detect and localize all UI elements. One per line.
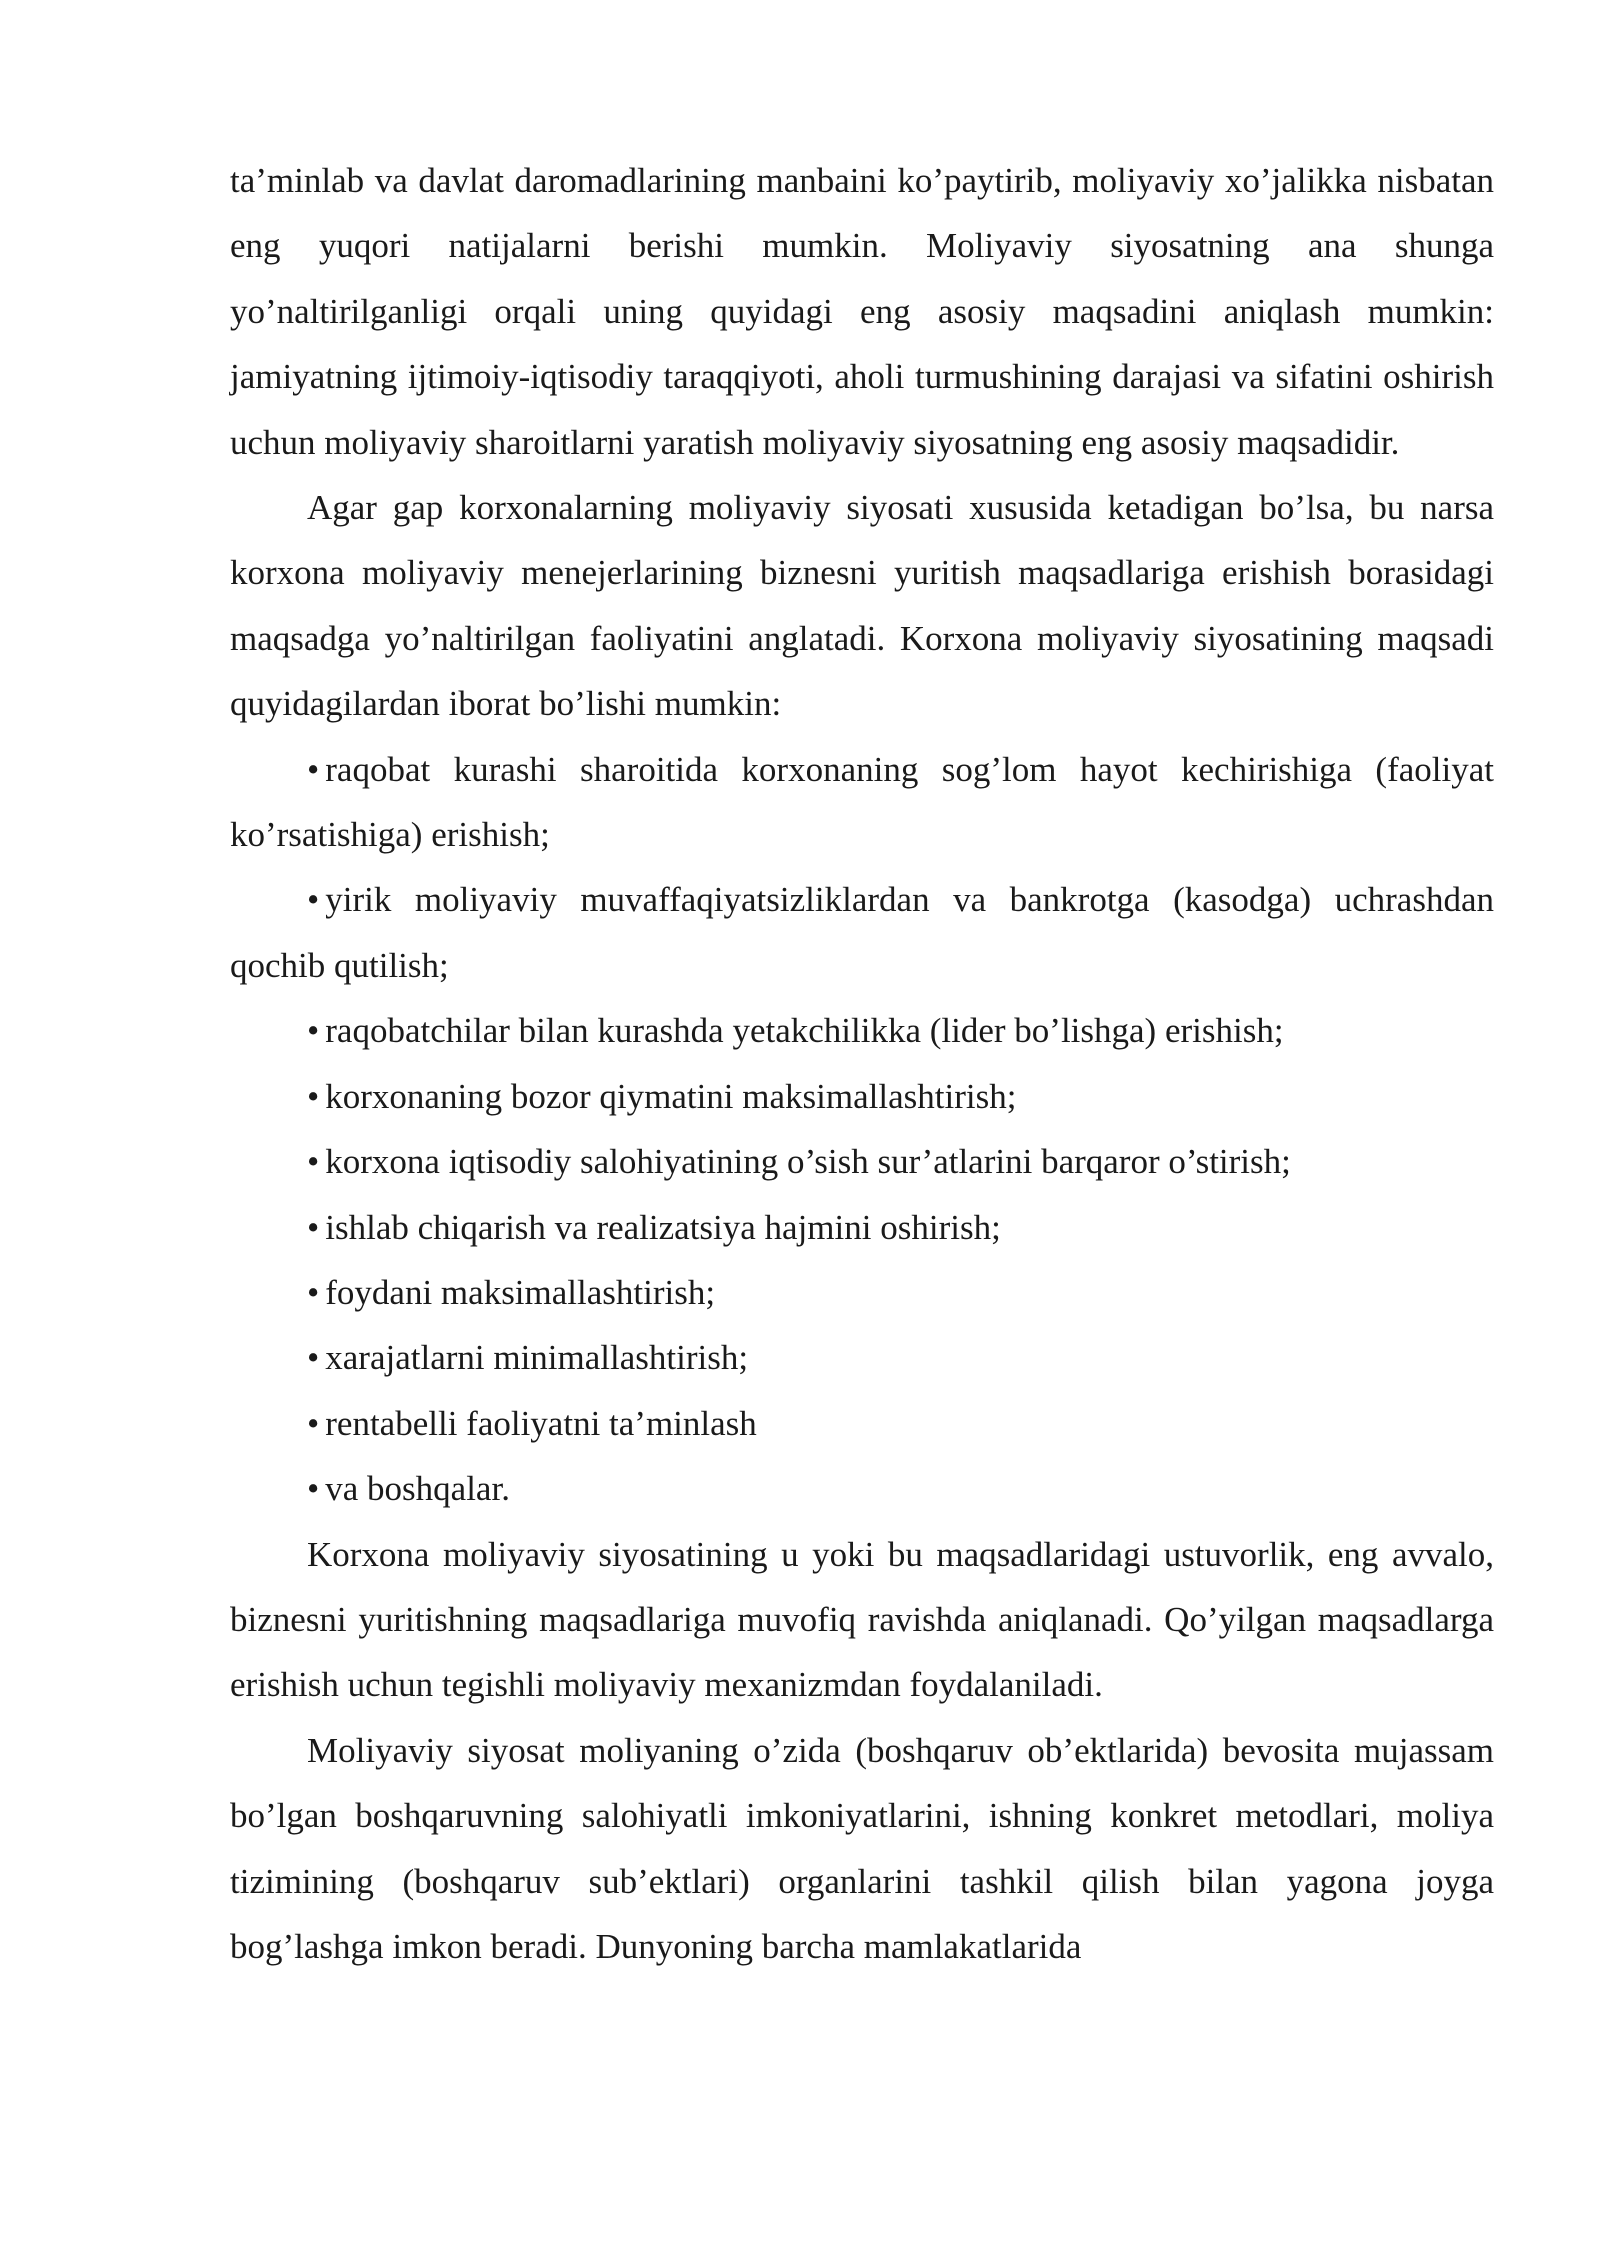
paragraph-1: ta’minlab va davlat daromadlarining manbaini ko’paytirib, moliyaviy xo’jalikka nisbatan eng yuqori natijalarni berishi mumkin. Moliyaviy siyosatning ana shunga yo’naltirilganligi orqali uning quyidagi eng asosiy maqsadini aniqlash mumkin: jamiyatning ijtimoiy-iqtisodiy taraqqiyoti, aholi turmushining darajasi va sifatini oshirish uchun moliyaviy sharoitlarni yaratish moliyaviy siyosatning eng asosiy maqsadidir. xyxy=(230,161,1494,462)
bullet-icon: • xyxy=(307,1338,320,1378)
list-item xyxy=(230,1064,1494,1129)
bullet-icon: • xyxy=(307,1076,320,1116)
list-item xyxy=(230,1129,1494,1194)
bullet-icon: • xyxy=(307,880,320,920)
bullet-icon: • xyxy=(307,1469,320,1509)
paragraph-2: Agar gap korxonalarning moliyaviy siyosati xususida ketadigan bo’lsa, bu narsa korxona moliyaviy menejerlarining biznesni yuritish maqsadlariga erishish borasidagi maqsadga yo’naltirilgan faoliyatini anglatadi. Korxona moliyaviy siyosatining maqsadi quyidagilardan iborat bo’lishi mumkin: xyxy=(230,488,1494,724)
list-item-text: ishlab chiqarish va realizatsiya hajmini oshirish; xyxy=(325,1207,1001,1247)
list-item xyxy=(230,1456,1494,1521)
list-item-text: raqobatchilar bilan kurashda yetakchilikka (lider bo’lishga) erishish; xyxy=(325,1011,1284,1051)
list-item-text: korxona iqtisodiy salohiyatining o’sish sur’atlarini barqaror o’stirish; xyxy=(325,1142,1291,1182)
paragraph-4: Moliyaviy siyosat moliyaning o’zida (boshqaruv ob’ektlarida) bevosita mujassam bo’lgan boshqaruvning salohiyatli imkoniyatlarini, ishning konkret metodlari, moliya tizimining (boshqaruv sub’ektlari) organlarini tashkil qilish bilan yagona joyga bog’lashga imkon beradi. Dunyoning barcha mamlakatlarida xyxy=(230,1730,1494,1966)
list-item-text: rentabelli faoliyatni ta’minlash xyxy=(325,1403,757,1443)
list-item xyxy=(230,998,1494,1063)
list-item-text: xarajatlarni minimallashtirish; xyxy=(325,1338,749,1378)
list-item xyxy=(230,867,1494,998)
document-page xyxy=(230,148,1494,1979)
list-item-text: foydani maksimallashtirish; xyxy=(325,1272,716,1312)
bullet-icon: • xyxy=(307,1403,320,1443)
list-item-text: korxonaning bozor qiymatini maksimallashtirish; xyxy=(325,1076,1017,1116)
list-item xyxy=(230,1195,1494,1260)
bullet-icon: • xyxy=(307,749,320,789)
bullet-icon: • xyxy=(307,1142,320,1182)
bullet-icon: • xyxy=(307,1207,320,1247)
list-item-text: raqobat kurashi sharoitida korxonaning sog’lom hayot kechirishiga (faoliyat ko’rsatishiga) erishish; xyxy=(230,749,1494,855)
paragraph-3: Korxona moliyaviy siyosatining u yoki bu maqsadlaridagi ustuvorlik, eng avvalo, biznesni yuritishning maqsadlariga muvofiq ravishda aniqlanadi. Qo’yilgan maqsadlarga erishish uchun tegishli moliyaviy mexanizmdan foydalaniladi. xyxy=(230,1534,1494,1705)
bullet-icon: • xyxy=(307,1011,320,1051)
list-item xyxy=(230,1325,1494,1390)
list-item xyxy=(230,1260,1494,1325)
goals-list xyxy=(230,737,1494,1522)
list-item-text: yirik moliyaviy muvaffaqiyatsizliklardan va bankrotga (kasodga) uchrashdan qochib qutilish; xyxy=(230,880,1494,985)
list-item-text: va boshqalar. xyxy=(325,1469,510,1509)
list-item xyxy=(230,1391,1494,1456)
bullet-icon: • xyxy=(307,1272,320,1312)
list-item xyxy=(230,737,1494,868)
